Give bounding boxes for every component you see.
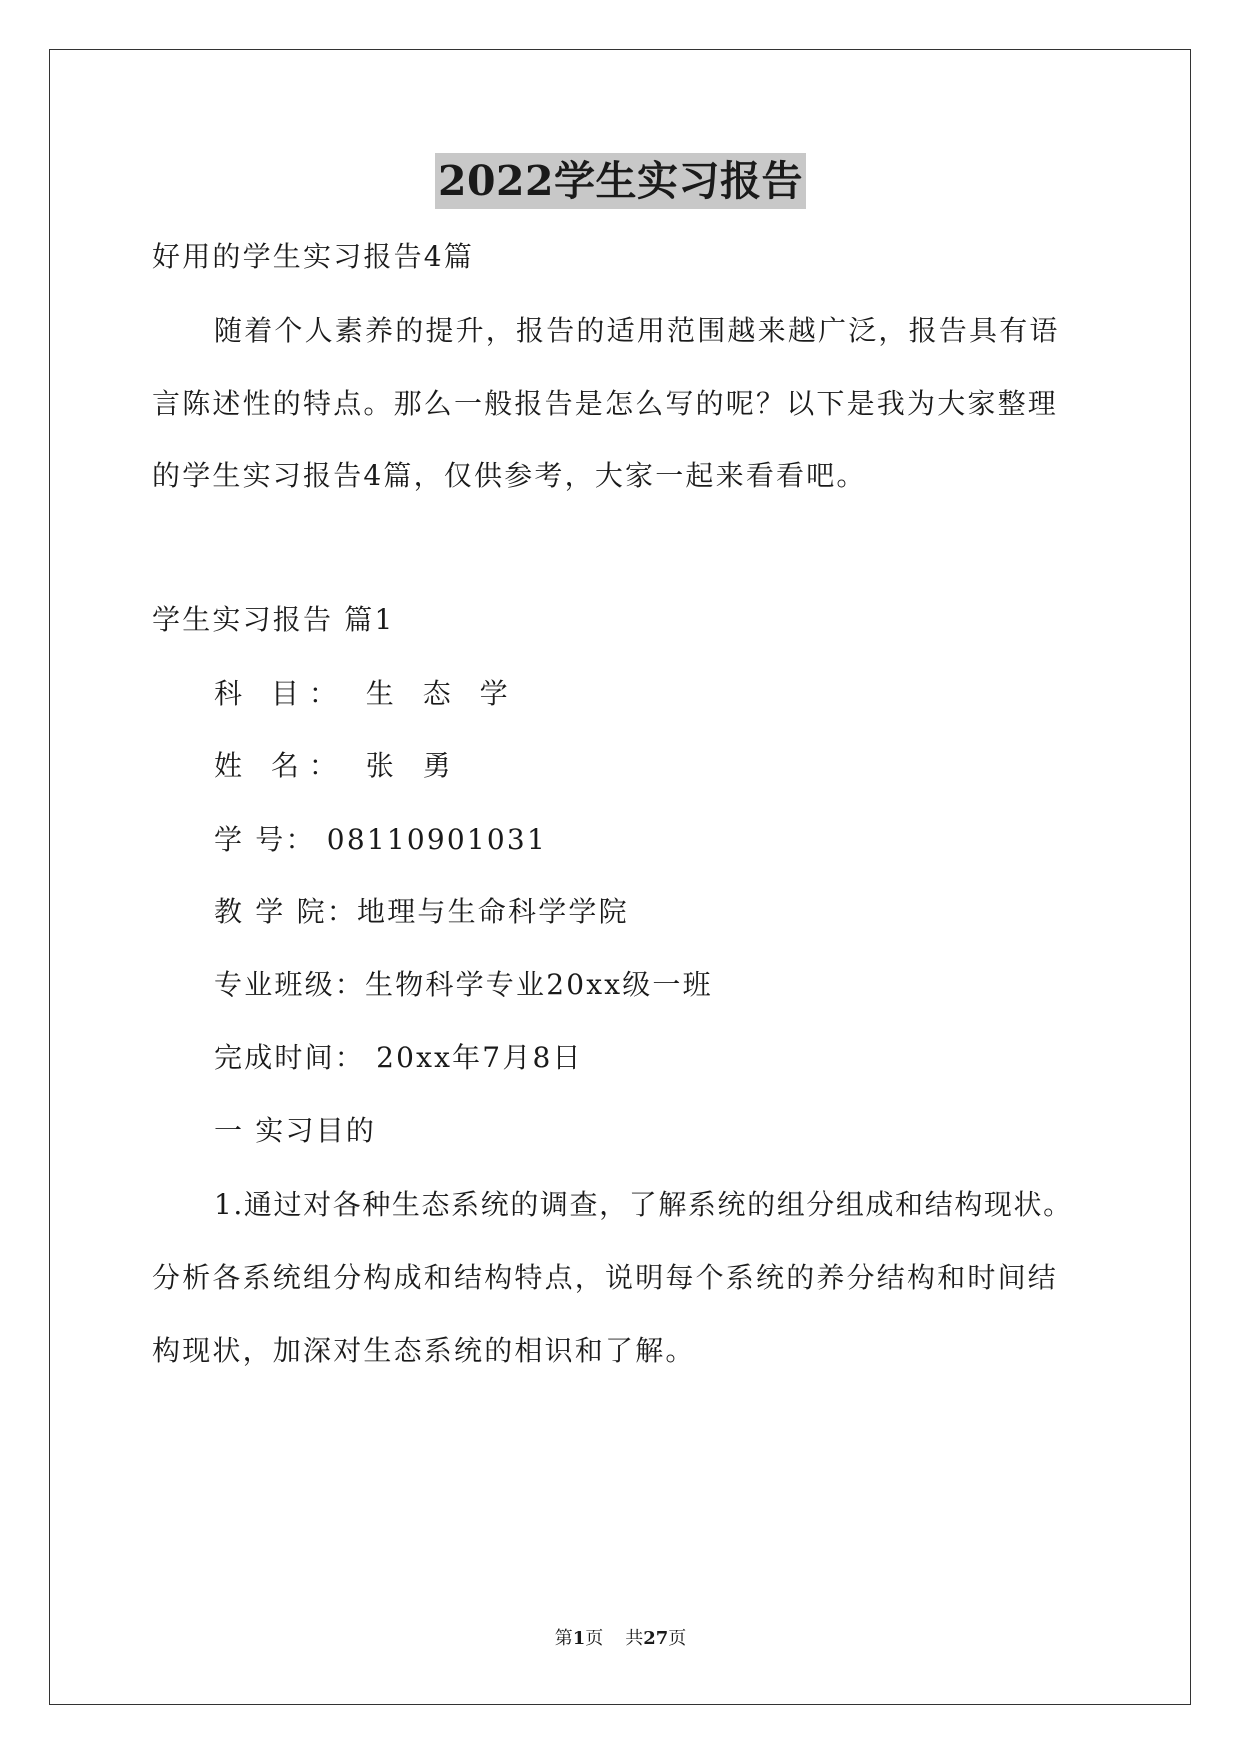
purpose-line-2: 分析各系统组分构成和结构特点，说明每个系统的养分结构和时间结	[152, 1261, 1059, 1294]
field-student-id: 学 号： 08110901031	[214, 823, 547, 856]
footer-page-prefix: 第	[554, 1628, 573, 1649]
intro-line-3: 的学生实习报告4篇，仅供参考，大家一起来看看吧。	[152, 459, 867, 492]
footer-page-total: 27	[643, 1628, 669, 1649]
footer-page-current: 1	[572, 1628, 586, 1649]
section-heading: 学生实习报告 篇1	[152, 603, 395, 636]
field-date: 完成时间： 20xx年7月8日	[214, 1041, 583, 1074]
field-name: 姓 名： 张 勇	[214, 749, 461, 782]
page-border	[49, 49, 1191, 1705]
subtitle: 好用的学生实习报告4篇	[152, 240, 475, 273]
document-title: 2022学生实习报告	[435, 153, 806, 209]
page-footer	[0, 1626, 1241, 1652]
field-college: 教 学 院：地理与生命科学学院	[214, 895, 629, 928]
field-subject: 科 目： 生 态 学	[214, 677, 518, 710]
purpose-heading: 一 实习目的	[214, 1114, 377, 1147]
footer-total-prefix: 共	[625, 1628, 644, 1649]
purpose-line-3: 构现状，加深对生态系统的相识和了解。	[152, 1334, 696, 1367]
intro-line-1: 随着个人素养的提升，报告的适用范围越来越广泛，报告具有语	[214, 314, 1060, 347]
purpose-line-1: 1.通过对各种生态系统的调查，了解系统的组分组成和结构现状。	[214, 1188, 1073, 1221]
title-container	[0, 153, 1241, 209]
footer-total-suffix: 页	[668, 1628, 687, 1649]
field-class: 专业班级：生物科学专业20xx级一班	[214, 968, 713, 1001]
intro-line-2: 言陈述性的特点。那么一般报告是怎么写的呢？以下是我为大家整理	[152, 387, 1059, 420]
footer-page-suffix: 页	[585, 1628, 604, 1649]
